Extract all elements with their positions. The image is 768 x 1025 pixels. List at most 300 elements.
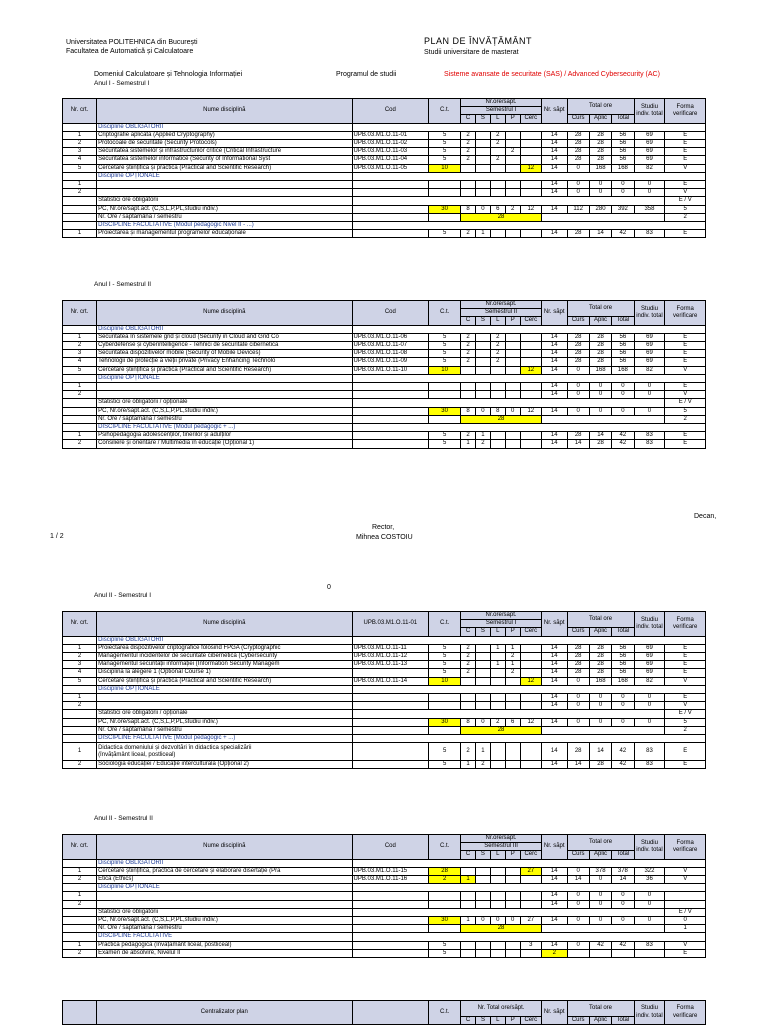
hours-s [475,156,490,164]
weeks-cell: 14 [541,383,567,391]
course-hours: 0 [567,181,589,189]
blank-cell [352,735,705,743]
weeks-cell: 14 [541,892,567,900]
form-cell: E [665,440,706,448]
applied-hours: 0 [589,702,611,710]
total-hours: 0 [612,900,634,908]
hours-l [490,181,505,189]
weeks-cell: 14 [541,761,567,769]
total-hours: 0 [612,383,634,391]
hours-s [475,677,490,685]
blank-cell [352,325,705,333]
code-cell [352,718,429,726]
col-curs: Curs [567,115,589,123]
course-hours: 0 [567,917,589,925]
discipline-name: Cyberdefense și cyberintelligence - Tehnici de securitate cibernetică [97,342,352,350]
hours-p [505,350,520,358]
course-hours: 0 [567,383,589,391]
hours-c: 2 [461,644,476,652]
col-form: Forma verificare [665,301,706,326]
col-semester: Semestrul I [461,620,542,628]
hours-cerc [520,333,541,341]
hours-c [461,949,476,957]
hours-cerc [520,383,541,391]
total-hours: 0 [612,917,634,925]
col-name: Nume disciplină [97,612,352,637]
domain-name: Domeniul Calculatoare și Tehnologia Informației [94,71,243,78]
form-cell: E [665,669,706,677]
row-number [63,222,97,230]
form-cell: E [665,661,706,669]
row-number: 2 [63,876,97,884]
weeks-cell: 14 [541,350,567,358]
credits-cell: 5 [429,669,461,677]
discipline-name: Securitatea în sistemele grid și cloud (Security in Cloud and Grid Co [97,333,352,341]
hours-s [475,148,490,156]
col-c: C [461,1017,476,1025]
hours-p: 2 [505,148,520,156]
blank-cell [352,685,705,693]
study-hours: 83 [634,432,665,440]
total-hours: 56 [612,156,634,164]
study-hours: 69 [634,350,665,358]
discipline-code: UPB.03.M1.O.11-12 [352,653,429,661]
col-s: S [475,851,490,859]
credits-cell: 5 [429,761,461,769]
credits-cell [429,383,461,391]
weekly-hours-total: 28 [461,415,542,423]
hours-c [461,164,476,172]
blank-cell [352,374,705,382]
form-cell: E / V [665,399,706,407]
hours-cerc [520,661,541,669]
hours-l [490,743,505,761]
hours-p [505,383,520,391]
hours-cerc [520,644,541,652]
total-hours: 56 [612,333,634,341]
hours-p [505,867,520,875]
summary-title: Centralizator plan [97,1001,352,1025]
form-cell: 2 [665,415,706,423]
hours-c [461,702,476,710]
course-hours: 112 [567,205,589,213]
hours-c [461,677,476,685]
weeks-cell: 14 [541,342,567,350]
credits-cell: 30 [429,718,461,726]
weeks-cell: 14 [541,205,567,213]
discipline-code [352,949,429,957]
total-hours: 42 [612,941,634,949]
weeks-cell: 14 [541,391,567,399]
form-cell: 5 [665,407,706,415]
weekly-hours-label: Nr. Ore / săptămână / semestru [97,415,352,423]
hours-l [490,941,505,949]
row-number: 2 [63,342,97,350]
row-number: 2 [63,949,97,957]
blank-cell [541,213,664,221]
hours-cerc [520,900,541,908]
hours-l [490,148,505,156]
credits-cell: 5 [429,131,461,139]
discipline-name: Psihopedagogia adolescenților, tinerilor și adulților [97,432,352,440]
row-number: 3 [63,350,97,358]
hours-cerc [520,669,541,677]
applied-hours: 0 [589,900,611,908]
hours-p [505,333,520,341]
credits-cell [429,726,461,734]
col-code: UPB.03.M1.O.11-01 [352,612,429,637]
course-hours: 14 [567,876,589,884]
totals-label: PC, Nr.ore/săpt.act. (C,S,L,P,PL,studiu indiv.) [97,407,352,415]
plan-table [62,611,706,769]
hours-cerc [520,761,541,769]
col-l: L [490,115,505,123]
col-s: S [475,628,490,636]
hours-s: 2 [475,761,490,769]
weeks-cell: 14 [541,702,567,710]
form-cell: E [665,342,706,350]
weeks-cell: 14 [541,189,567,197]
hours-p: 2 [505,653,520,661]
hours-l [490,677,505,685]
discipline-name [97,892,352,900]
category-label: Discipline OPȚIONALE [97,374,352,382]
weeks-cell: 14 [541,440,567,448]
hours-cerc: 12 [520,366,541,374]
credits-cell [429,213,461,221]
col-total: Total ore [567,301,634,317]
form-cell: V [665,867,706,875]
col-code: Cod [352,99,429,124]
discipline-code [352,440,429,448]
hours-l [490,230,505,238]
weeks-cell: 14 [541,743,567,761]
form-cell: 2 [665,726,706,734]
col-nr: Nr. crt. [63,835,97,860]
course-hours: 0 [567,900,589,908]
blank-cell [541,415,664,423]
hours-cerc: 3 [520,941,541,949]
hours-s: 1 [475,743,490,761]
hours-cerc [520,876,541,884]
total-hours: 42 [612,440,634,448]
total-hours: 168 [612,164,634,172]
row-number [63,735,97,743]
row-number [63,884,97,892]
col-c: C [461,115,476,123]
col-nr: Nr. crt. [63,612,97,637]
hours-cerc [520,391,541,399]
col-s: S [475,317,490,325]
plan-table [62,300,706,449]
row-number: 2 [63,900,97,908]
course-hours: 0 [567,892,589,900]
applied-hours: 28 [589,669,611,677]
credits-cell: 5 [429,743,461,761]
discipline-name: Securitatea dispozitivelor mobile (Security of Mobile Devices) [97,350,352,358]
blank-cell [352,172,705,180]
hours-cerc [520,148,541,156]
hours-l: 2 [490,342,505,350]
hours-l [490,366,505,374]
course-hours: 28 [567,644,589,652]
row-number [63,726,97,734]
col-total: Total ore [567,99,634,115]
row-number [63,636,97,644]
col-weeks: Nr. săpt [541,1001,567,1025]
total-hours: 56 [612,342,634,350]
form-cell: E [665,761,706,769]
hours-s [475,694,490,702]
study-hours: 0 [634,900,665,908]
program-name: Sisteme avansate de securitate (SAS) / Advanced Cybersecurity (AC) [444,71,660,78]
discipline-name: Practică pedagogică (învățământ liceal, postliceal) [97,941,352,949]
hours-l [490,440,505,448]
hours-l [490,761,505,769]
credits-cell: 2 [429,876,461,884]
course-hours: 0 [567,164,589,172]
col-hours: Nr. Total ore/săpt. [461,1001,542,1017]
study-hours: 83 [634,761,665,769]
row-number: 1 [63,432,97,440]
hours-s [475,949,490,957]
row-number: 4 [63,669,97,677]
credits-cell: 5 [429,140,461,148]
hours-l [490,900,505,908]
applied-hours: 28 [589,653,611,661]
faculty-name: Facultatea de Automatică și Calculatoare [66,48,194,55]
course-hours: 0 [567,677,589,685]
hours-s [475,391,490,399]
study-hours: 69 [634,140,665,148]
col-p: P [505,851,520,859]
row-number: 1 [63,694,97,702]
study-hours: 69 [634,669,665,677]
total-hours: 42 [612,432,634,440]
discipline-code [352,391,429,399]
discipline-code: UPB.03.M1.O.11-07 [352,342,429,350]
hours-cerc [520,694,541,702]
hours-c [461,900,476,908]
credits-cell: 30 [429,407,461,415]
credits-cell [429,925,461,933]
course-hours: 28 [567,333,589,341]
row-number [63,197,97,205]
hours-cerc: 27 [520,917,541,925]
applied-hours: 14 [589,432,611,440]
hours-c: 2 [461,432,476,440]
code-cell [352,407,429,415]
row-number: 2 [63,761,97,769]
credits-cell: 5 [429,358,461,366]
hours-s [475,941,490,949]
hours-s [475,342,490,350]
weeks-cell: 14 [541,917,567,925]
hours-p [505,181,520,189]
applied-hours: 0 [589,391,611,399]
hours-s [475,358,490,366]
hours-cerc [520,350,541,358]
semester-label: Anul II - Semestrul II [94,815,153,822]
total-hours: 0 [612,407,634,415]
col-curs: Curs [567,1017,589,1025]
study-hours: 69 [634,358,665,366]
col-p: P [505,317,520,325]
hours-s [475,876,490,884]
course-hours [567,949,589,957]
discipline-name-line2: (învățământ liceal, postliceal) [98,751,176,758]
discipline-code [352,181,429,189]
discipline-code: UPB.03.M1.O.11-10 [352,366,429,374]
discipline-code [352,383,429,391]
blank-cell [352,859,705,867]
hours-p [505,358,520,366]
row-number [63,172,97,180]
hours-c [461,383,476,391]
form-cell [665,900,706,908]
hours-l: 1 [490,644,505,652]
weeks-cell: 14 [541,694,567,702]
col-study: Studiu indiv. total [634,1001,665,1025]
discipline-name: Sociologia educației / Educație interculturală (Opțional 2) [97,761,352,769]
hours-c [461,181,476,189]
study-hours: 82 [634,677,665,685]
blank-cell [541,726,664,734]
total-hours: 56 [612,669,634,677]
form-cell: E [665,131,706,139]
university-name: Universitatea POLITEHNICA din București [66,39,198,46]
category-label: Discipline OBLIGATORII [97,859,352,867]
discipline-name [97,702,352,710]
code-cell [352,917,429,925]
row-number: 1 [63,333,97,341]
col-curs: Curs [567,628,589,636]
discipline-code [352,694,429,702]
credits-cell: 5 [429,440,461,448]
hours-l: 1 [490,661,505,669]
applied-hours: 28 [589,333,611,341]
applied-hours: 378 [589,867,611,875]
applied-hours: 0 [589,694,611,702]
course-hours: 0 [567,867,589,875]
col-code: Cod [352,301,429,326]
hours-s [475,131,490,139]
col-name: Nume disciplină [97,835,352,860]
study-hours: 0 [634,718,665,726]
form-cell: E / V [665,197,706,205]
weekly-hours-label: Nr. Ore / săptămână / semestru [97,213,352,221]
row-number [63,374,97,382]
hours-cerc [520,342,541,350]
col-ct: C.t. [429,1001,461,1025]
program-label: Programul de studii [336,71,397,78]
hours-cerc [520,440,541,448]
weeks-cell: 14 [541,148,567,156]
col-cerc: Cerc [520,628,541,636]
blank-cell [352,197,665,205]
hours-p: 1 [505,661,520,669]
total-hours: 168 [612,366,634,374]
col-hours: Nr.ore/săpt. [461,612,542,620]
row-number: 5 [63,677,97,685]
col-p: P [505,1017,520,1025]
discipline-name [97,391,352,399]
weekly-hours-label: Nr. Ore / săptămână / semestru [97,726,352,734]
totals-label: PC, Nr.ore/săpt.act. (C,S,L,P,PL,studiu indiv.) [97,718,352,726]
row-number [63,325,97,333]
hours-cerc [520,743,541,761]
row-number [63,925,97,933]
hours-c: 2 [461,148,476,156]
hours-p [505,743,520,761]
credits-cell: 5 [429,949,461,957]
total-hours: 42 [612,230,634,238]
credits-cell [429,694,461,702]
hours-cerc [520,892,541,900]
col-study: Studiu indiv. total [634,612,665,637]
form-cell: V [665,164,706,172]
plan-table [62,834,706,958]
hours-p: 0 [505,917,520,925]
form-cell: E [665,743,706,761]
hours-s [475,164,490,172]
col-curs: Curs [567,317,589,325]
form-cell: E [665,383,706,391]
hours-p [505,761,520,769]
hours-c: 1 [461,917,476,925]
form-cell: E [665,148,706,156]
row-number: 1 [63,230,97,238]
hours-c: 2 [461,140,476,148]
col-nr: Nr. crt. [63,99,97,124]
course-hours: 28 [567,131,589,139]
row-number [63,407,97,415]
discipline-code [352,941,429,949]
form-cell: E [665,156,706,164]
optional-module-label: DISCIPLINE FACULTATIVE (Modul pedagogic + ...) [97,424,352,432]
applied-hours: 28 [589,131,611,139]
discipline-name: Criptografie aplicată (Applied Cryptography) [97,131,352,139]
form-cell: 2 [665,213,706,221]
hours-c: 2 [461,333,476,341]
discipline-name: Tehnologii de protecție a vieții private (Privacy Enhancing Technolo [97,358,352,366]
weeks-cell: 14 [541,366,567,374]
study-hours [634,949,665,957]
course-hours: 28 [567,140,589,148]
applied-hours: 0 [589,407,611,415]
applied-hours: 28 [589,440,611,448]
col-weeks: Nr. săpt [541,301,567,326]
row-number: 1 [63,892,97,900]
total-hours [612,949,634,957]
row-number [63,415,97,423]
statistics-label: Statistici ore obligatorii / opționale [97,710,352,718]
study-hours: 0 [634,407,665,415]
hours-l: 2 [490,358,505,366]
credits-cell: 30 [429,205,461,213]
study-hours: 69 [634,131,665,139]
course-hours: 0 [567,366,589,374]
hours-p: 2 [505,669,520,677]
discipline-code: UPB.03.M1.O.11-15 [352,867,429,875]
weeks-cell: 14 [541,867,567,875]
credits-cell [429,415,461,423]
hours-s [475,181,490,189]
weeks-cell: 14 [541,164,567,172]
discipline-name: Proiectarea și managementul programelor educaționale [97,230,352,238]
hours-s [475,189,490,197]
hours-l [490,702,505,710]
